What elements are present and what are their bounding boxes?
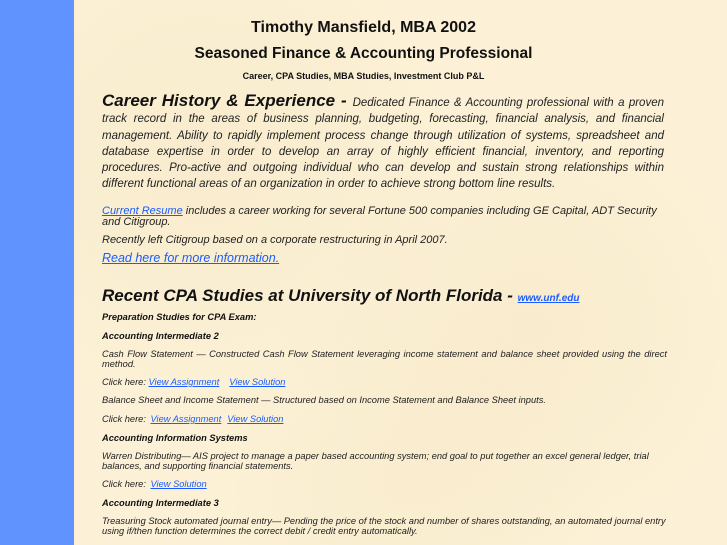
recent-status: Recently left Citigroup based on a corporate restructuring in April 2007. (102, 234, 448, 246)
course-item-description: Cash Flow Statement — Constructed Cash Flow Statement leveraging income statement and balance sheet provided using the direct method. (102, 349, 667, 369)
view-assignment-link[interactable]: View Assignment (150, 414, 222, 424)
read-more-link[interactable]: Read here for more information. (102, 251, 280, 265)
cpa-section-header (102, 286, 664, 306)
course-title: Accounting Intermediate 3 (102, 498, 219, 508)
resume-paragraph (102, 206, 664, 228)
click-here-label: Click here: (102, 479, 149, 489)
left-sidebar-band (0, 0, 74, 545)
cpa-heading: Recent CPA Studies at University of North Florida - (102, 286, 518, 305)
prep-label: Preparation Studies for CPA Exam: (102, 312, 257, 322)
view-solution-link[interactable]: View Solution (229, 377, 286, 387)
course-title: Accounting Information Systems (102, 433, 248, 443)
course-item-links (102, 480, 664, 490)
course-item-description: Warren Distributing— AIS project to manage a paper based accounting system; end goal to put together an excel general ledger, trial balances, and supporting financial statements. (102, 451, 649, 471)
career-heading: Career History & Experience - (102, 91, 353, 110)
course-title: Accounting Intermediate 2 (102, 331, 219, 341)
unf-website-link[interactable]: www.unf.edu (517, 293, 580, 304)
view-solution-link[interactable]: View Solution (150, 479, 207, 489)
career-section (102, 93, 664, 193)
course-item-description: Balance Sheet and Income Statement — Structured based on Income Statement and Balance Sheet inputs. (102, 395, 546, 405)
resume-description: includes a career working for several Fortune 500 companies including GE Capital, ADT Security and Citigroup. (102, 205, 657, 228)
current-resume-link[interactable]: Current Resume (102, 205, 183, 217)
more-info-paragraph (102, 251, 664, 265)
page-body (74, 0, 727, 545)
course-item-links (102, 378, 664, 388)
page-tagline: Seasoned Finance & Accounting Professional (194, 45, 533, 62)
view-solution-link[interactable]: View Solution (227, 414, 284, 424)
page-title: Timothy Mansfield, MBA 2002 (251, 19, 476, 36)
page-subtitle: Career, CPA Studies, MBA Studies, Investment Club P&L (242, 71, 485, 81)
click-here-label: Click here: (102, 377, 149, 387)
course-item-links (102, 415, 664, 425)
click-here-label: Click here: (102, 414, 149, 424)
course-item-description: Treasuring Stock automated journal entry— Pending the price of the stock and number of shares outstanding, an automated journal entry using if/then function determines the correct debit / credit entry automatically. (102, 516, 666, 536)
career-summary: Dedicated Finance & Accounting professional with a proven track record in the areas of business planning, budgeting, forecasting, financial analysis, and financial management. Ability to rapidly implement process change through utilization of systems, spreadsheet and database expertise in order to develop an array of highly efficient financial, inventory, and reporting procedures. Pro-active and outgoing individual who can develop and sustain strong relationships within different functional areas of an organization in order to achieve strong bottom line results. (102, 97, 664, 191)
view-assignment-link[interactable]: View Assignment (148, 377, 220, 387)
